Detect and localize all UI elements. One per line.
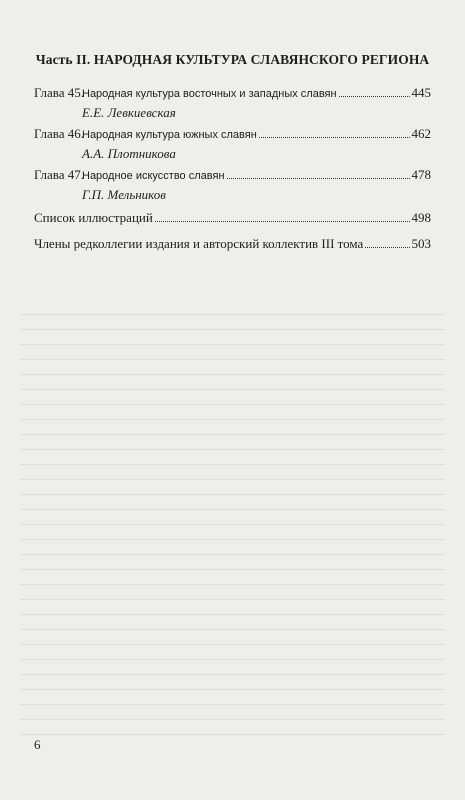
dot-leader [339, 96, 410, 97]
toc-entry-chapter-45 [34, 85, 431, 121]
page-ref: 445 [411, 85, 431, 100]
chapter-label: Глава 47. [34, 167, 85, 182]
page-ref: 498 [411, 210, 431, 225]
page-ref: 478 [411, 167, 431, 182]
chapter-author: А.А. Плотникова [82, 146, 176, 161]
chapter-label: Глава 46. [34, 126, 85, 141]
dot-leader [155, 221, 410, 222]
entry-title: Список иллюстраций [34, 210, 153, 225]
dot-leader [365, 247, 409, 248]
dot-leader [227, 178, 410, 179]
chapter-label: Глава 45. [34, 85, 85, 100]
part-title: Часть II. НАРОДНАЯ КУЛЬТУРА СЛАВЯНСКОГО РЕГИОНА [35, 52, 430, 67]
page-number: 6 [34, 737, 41, 752]
toc-entry-illustrations [34, 210, 431, 226]
chapter-title: Народное искусство славян [82, 170, 225, 182]
chapter-title: Народная культура южных славян [82, 129, 257, 141]
page-ref: 462 [411, 126, 431, 141]
dot-leader [259, 137, 410, 138]
toc-entry-editorial-board [34, 236, 431, 252]
toc-entry-chapter-47 [34, 167, 431, 203]
chapter-title: Народная культура восточных и западных славян [82, 88, 337, 100]
chapter-author: Г.П. Мельников [82, 187, 166, 202]
chapter-author: Е.Е. Левкиевская [82, 105, 176, 120]
toc-entry-chapter-46 [34, 126, 431, 162]
page-ref: 503 [411, 236, 431, 251]
bleed-through-texture [20, 300, 445, 740]
entry-title: Члены редколлегии издания и авторский коллектив III тома [34, 236, 364, 251]
